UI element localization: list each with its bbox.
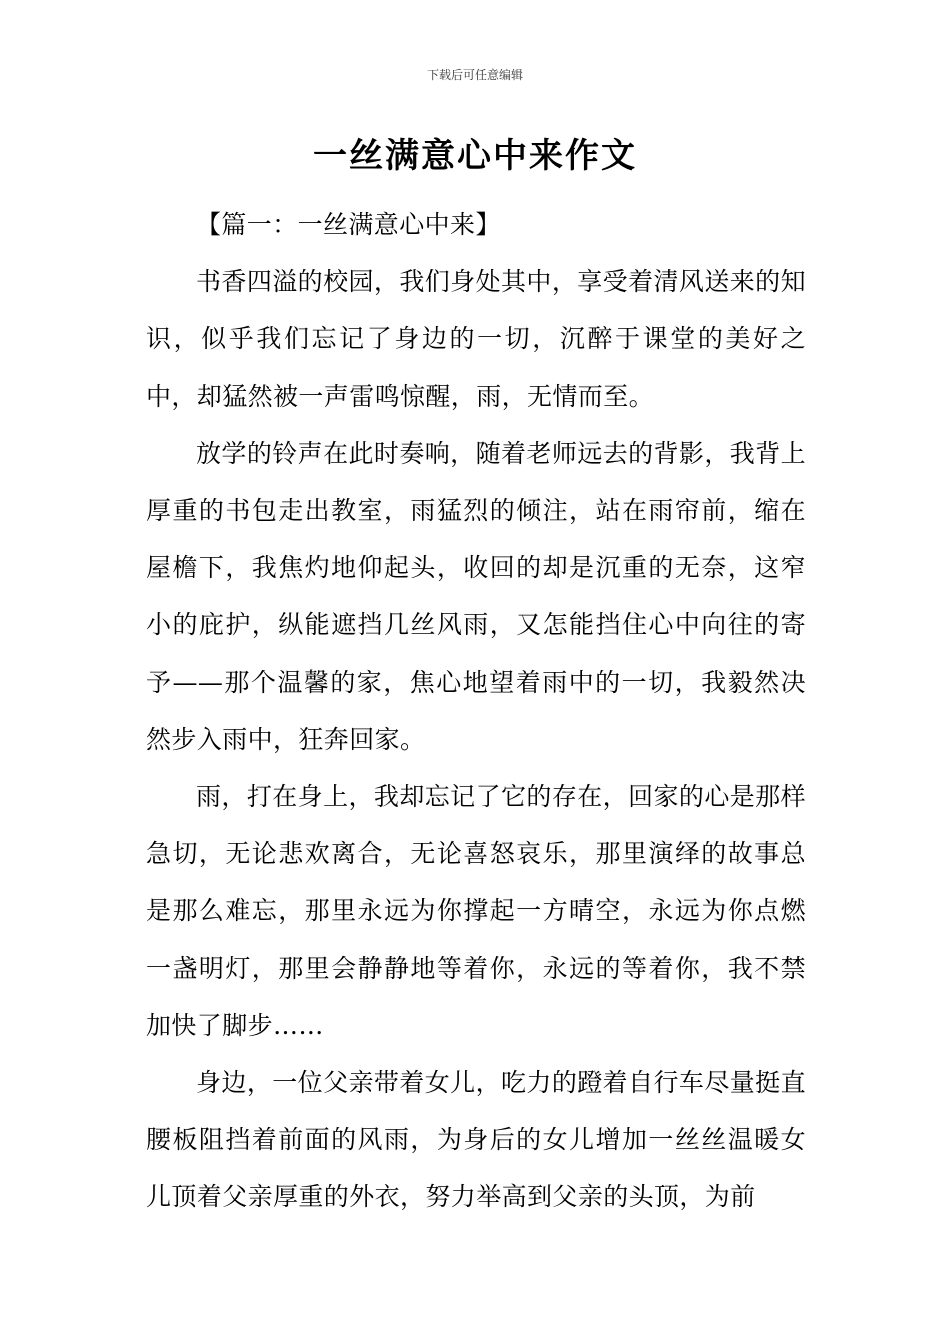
paragraph-2: 放学的铃声在此时奏响，随着老师远去的背影，我背上厚重的书包走出教室，雨猛烈的倾注，站在雨帘前，缩在屋檐下，我焦灼地仰起头，收回的却是沉重的无奈，这窄小的庇护，纵能遮挡几丝风雨，又怎能挡住心中向往的寄予——那个温馨的家，焦心地望着雨中的一切，我毅然决然步入雨中，狂奔回家。 [146,438,806,754]
section-heading: 【篇一：一丝满意心中来】 [196,210,501,239]
document-body [146,196,806,1226]
paragraph-1: 书香四溢的校园，我们身处其中，享受着清风送来的知识，似乎我们忘记了身边的一切，沉醉于课堂的美好之中，却猛然被一声雷鸣惊醒，雨，无情而至。 [146,267,806,411]
document-title: 一丝满意心中来作文 [313,136,637,176]
header-note: 下载后可任意编辑 [426,68,523,82]
paragraph-4: 身边，一位父亲带着女儿，吃力的蹬着自行车尽量挺直腰板阻挡着前面的风雨，为身后的女儿增加一丝丝温暖女儿顶着父亲厚重的外衣，努力举高到父亲的头顶，为前 [146,1068,806,1212]
paragraph-3: 雨，打在身上，我却忘记了它的存在，回家的心是那样急切，无论悲欢离合，无论喜怒哀乐，那里演绎的故事总是那么难忘，那里永远为你撑起一方晴空，永远为你点燃一盏明灯，那里会静静地等着你，永远的等着你，我不禁加快了脚步…… [146,782,806,1040]
